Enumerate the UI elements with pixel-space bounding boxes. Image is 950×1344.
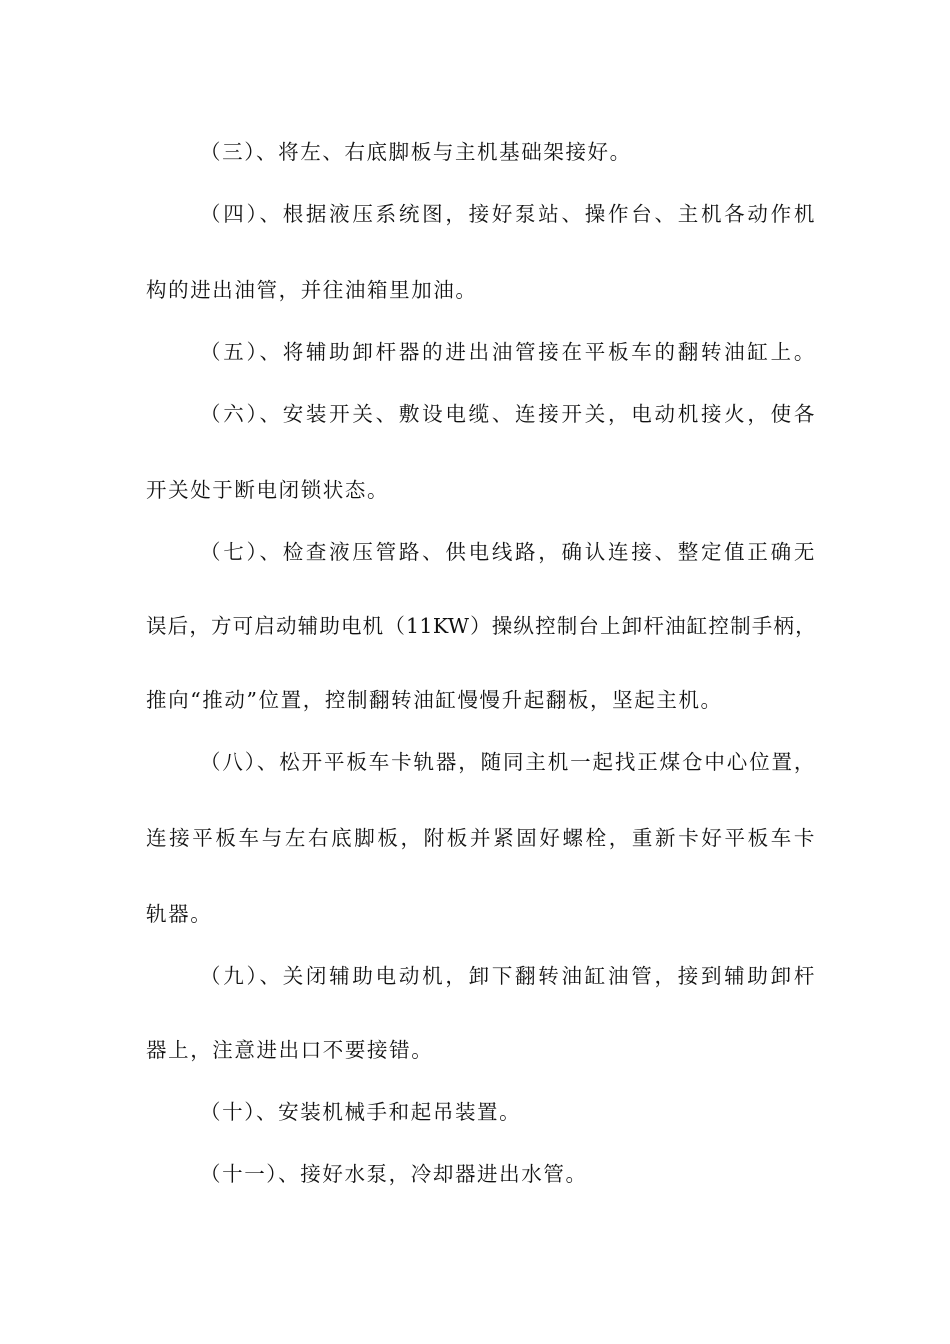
- paragraph-7-line-2: 误后，方可启动辅助电机（11KW）操纵控制台上卸杆油缸控制手柄，: [146, 614, 816, 638]
- paragraph-4-line-1: （四）、根据液压系统图，接好泵站、操作台、主机各动作机: [200, 202, 816, 226]
- paragraph-8-line-3: 轨器。: [146, 902, 213, 926]
- paragraph-4-line-2: 构的进出油管，并往油箱里加油。: [146, 278, 478, 302]
- paragraph-7-line-1: （七）、检查液压管路、供电线路，确认连接、整定值正确无: [200, 540, 816, 564]
- paragraph-3-line-1: （三）、将左、右底脚板与主机基础架接好。: [200, 140, 632, 164]
- paragraph-9-line-2: 器上，注意进出口不要接错。: [146, 1038, 434, 1062]
- paragraph-10-line-1: （十）、安装机械手和起吊装置。: [200, 1100, 522, 1124]
- paragraph-8-line-1: （八）、松开平板车卡轨器，随同主机一起找正煤仓中心位置，: [200, 750, 816, 774]
- paragraph-9-line-1: （九）、关闭辅助电动机，卸下翻转油缸油管，接到辅助卸杆: [200, 964, 816, 988]
- paragraph-6-line-2: 开关处于断电闭锁状态。: [146, 478, 390, 502]
- paragraph-7-line-3: 推向“推动”位置，控制翻转油缸慢慢升起翻板，坚起主机。: [146, 688, 723, 712]
- paragraph-5-line-1: （五）、将辅助卸杆器的进出油管接在平板车的翻转油缸上。: [200, 340, 816, 364]
- paragraph-8-line-2: 连接平板车与左右底脚板，附板并紧固好螺栓，重新卡好平板车卡: [146, 826, 816, 850]
- paragraph-6-line-1: （六）、安装开关、敷设电缆、连接开关，电动机接火，使各: [200, 402, 816, 426]
- paragraph-11-line-1: （十一）、接好水泵，冷却器进出水管。: [200, 1162, 588, 1186]
